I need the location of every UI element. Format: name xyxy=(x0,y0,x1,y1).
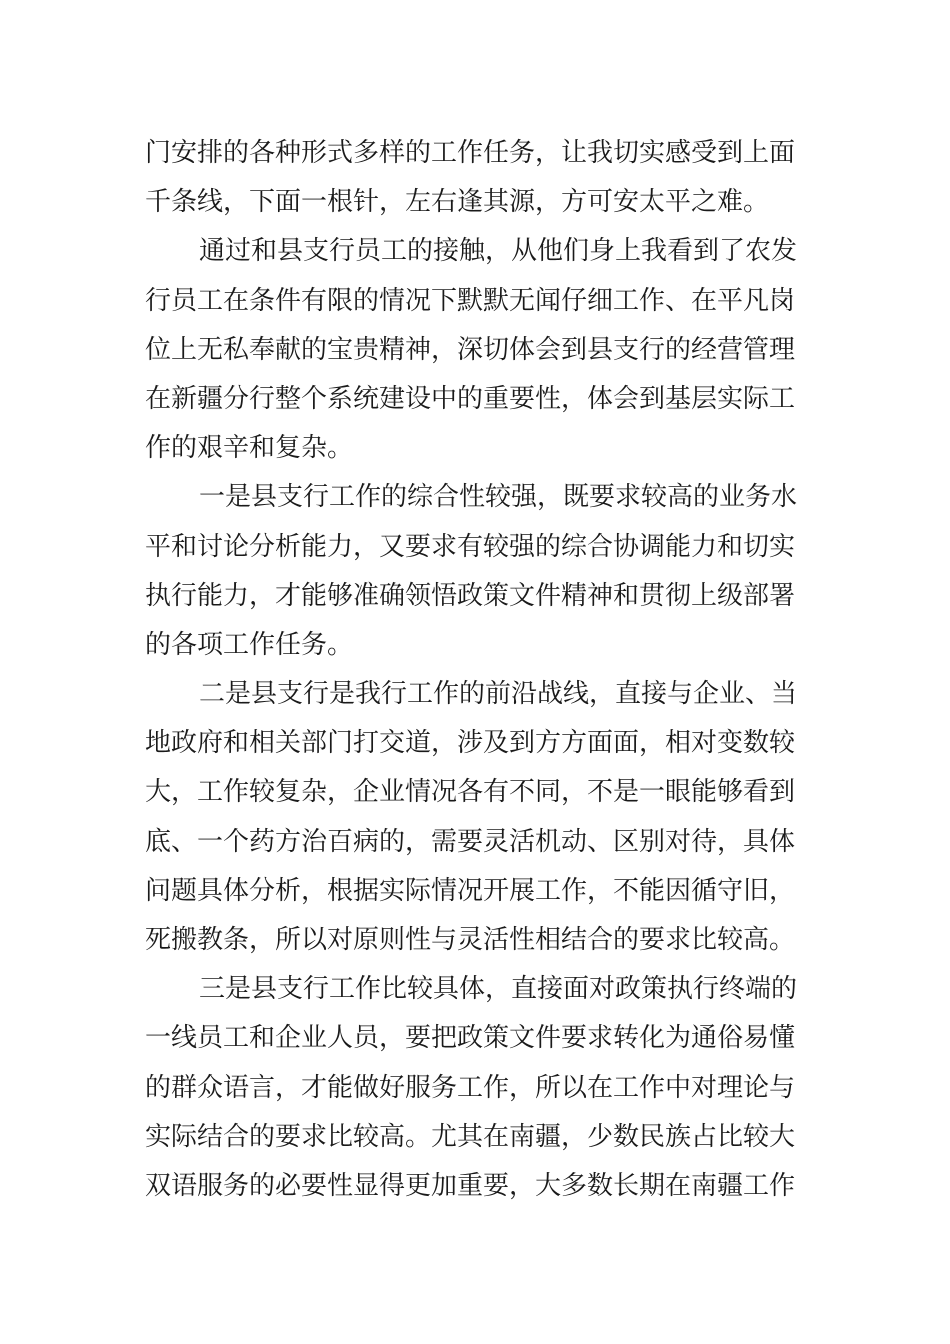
paragraph-start-line: 三是县支行工作比较具体，直接面对政策执行终端的 xyxy=(199,974,798,1005)
document-body xyxy=(145,129,825,1211)
paragraph-start-line: 二是县支行是我行工作的前沿战线，直接与企业、当 xyxy=(199,679,798,710)
text-line: 在新疆分行整个系统建设中的重要性，体会到基层实际工 xyxy=(145,383,796,414)
text-line: 千条线，下面一根针，左右逢其源，方可安太平之难。 xyxy=(145,187,770,218)
text-line: 位上无私奉献的宝贵精神，深切体会到县支行的经营管理 xyxy=(145,334,796,365)
text-line: 行员工在条件有限的情况下默默无闻仔细工作、在平凡岗 xyxy=(145,285,796,316)
text-line: 双语服务的必要性显得更加重要，大多数长期在南疆工作 xyxy=(145,1170,796,1201)
paragraph-start-line: 一是县支行工作的综合性较强，既要求较高的业务水 xyxy=(199,482,798,513)
text-line: 平和讨论分析能力，又要求有较强的综合协调能力和切实 xyxy=(145,531,796,562)
text-line: 地政府和相关部门打交道，涉及到方方面面，相对变数较 xyxy=(145,728,796,759)
text-line: 的各项工作任务。 xyxy=(145,629,354,660)
paragraph-start-line: 通过和县支行员工的接触，从他们身上我看到了农发 xyxy=(199,236,798,267)
text-line: 作的艰辛和复杂。 xyxy=(145,433,354,464)
text-line: 底、一个药方治百病的，需要灵活机动、区别对待，具体 xyxy=(145,826,796,857)
text-line: 一线员工和企业人员，要把政策文件要求转化为通俗易懂 xyxy=(145,1023,796,1054)
text-line: 问题具体分析，根据实际情况开展工作，不能因循守旧， xyxy=(145,875,796,906)
text-line: 死搬教条，所以对原则性与灵活性相结合的要求比较高。 xyxy=(145,925,796,955)
text-line: 门安排的各种形式多样的工作任务，让我切实感受到上面 xyxy=(145,138,796,168)
text-line: 大，工作较复杂，企业情况各有不同，不是一眼能够看到 xyxy=(145,777,796,808)
text-line: 执行能力，才能够准确领悟政策文件精神和贯彻上级部署 xyxy=(145,580,796,611)
text-line: 的群众语言，才能做好服务工作，所以在工作中对理论与 xyxy=(145,1072,796,1103)
text-line: 实际结合的要求比较高。尤其在南疆，少数民族占比较大 xyxy=(145,1121,796,1152)
